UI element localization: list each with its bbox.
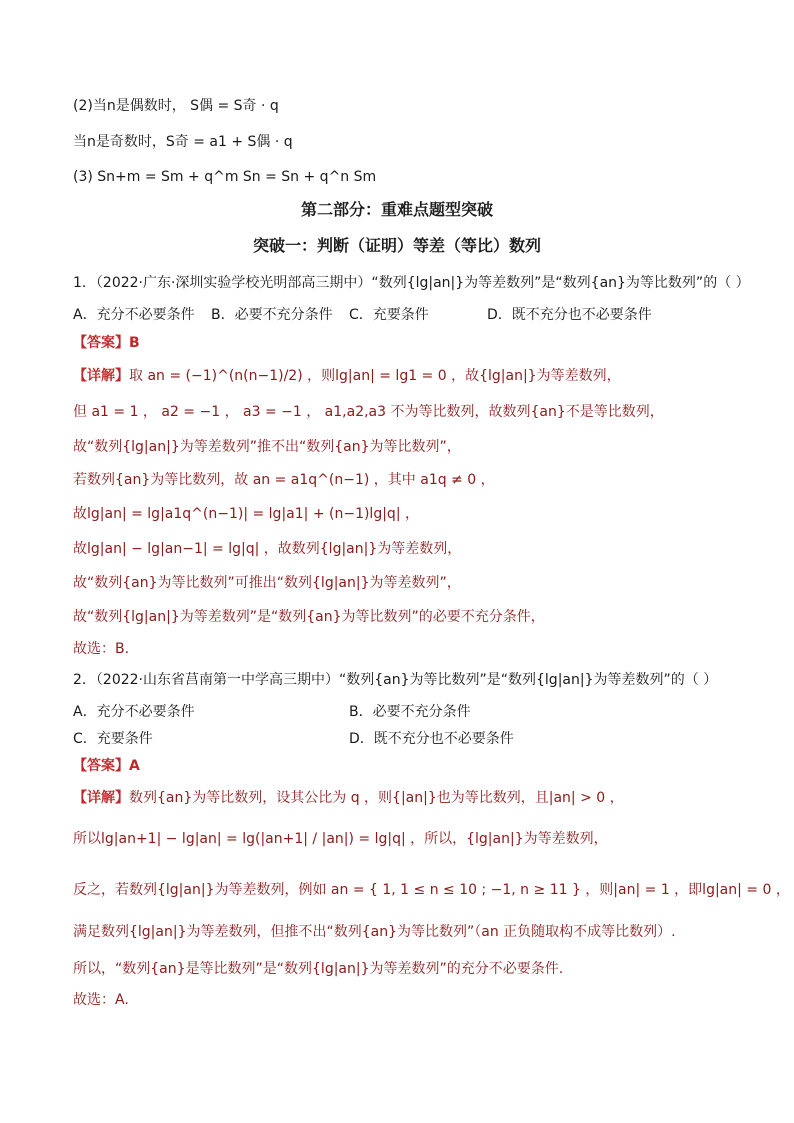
formula-line-sum: (3) Sn+m = Sm + q^m Sn = Sn + q^n Sm [73, 169, 377, 185]
detail-text: 取 an = (−1)^(n(n−1)/2) ，则lg|an| = lg1 = 0 ，故{lg|an|}为等差数列， [129, 368, 621, 384]
answer-value: A [129, 758, 140, 774]
question-2-option-c: C．充要条件 [73, 731, 153, 747]
question-2-detail-line: 所以lg|an+1| − lg|an| = lg(|an+1| / |an|) = lg|q| ，所以，{lg|an|}为等差数列， [73, 831, 608, 847]
question-2-option-d: D．既不充分也不必要条件 [349, 731, 514, 747]
question-1-detail-line [73, 366, 734, 386]
formula-line-even: (2)当n是偶数时， S偶 = S奇 · q [73, 98, 279, 114]
question-1-answer [73, 333, 734, 353]
section-heading: 突破一：判断（证明）等差（等比）数列 [252, 236, 541, 255]
question-2-detail-line: 故选：A. [73, 992, 129, 1008]
detail-tag: 【详解】 [73, 368, 129, 384]
question-2-detail-line [73, 788, 734, 808]
question-2-detail-line: 反之，若数列{lg|an|}为等差数列，例如 an = { 1, 1 ≤ n ≤ 10 ; −1, n ≥ 11 } ，则|an| = 1 ，即lg|an| = 0 ， [73, 882, 790, 898]
question-2-option-a: A．充分不必要条件 [73, 704, 195, 720]
question-1-option-b: B．必要不充分条件 [211, 307, 333, 323]
question-1-detail-line: 故lg|an| − lg|an−1| = lg|q| ，故数列{lg|an|}为等差数列， [73, 541, 462, 557]
question-1-detail-line: 故lg|an| = lg|a1q^(n−1)| = lg|a1| + (n−1)lg|q| ， [73, 506, 419, 522]
question-1-detail-line: 若数列{an}为等比数列，故 an = a1q^(n−1) ，其中 a1q ≠ 0 ， [73, 472, 495, 488]
question-1-option-c: C．充要条件 [349, 307, 429, 323]
question-1-detail-line: 故“数列{an}为等比数列”可推出“数列{lg|an|}为等差数列”， [73, 575, 461, 591]
answer-value: B [129, 335, 140, 351]
detail-tag: 【详解】 [73, 790, 129, 806]
question-1-option-d: D．既不充分也不必要条件 [487, 307, 652, 323]
question-1-stem: 1．（2022·广东·深圳实验学校光明部高三期中）“数列{lg|an|}为等差数列”是“数列{an}为等比数列”的（ ） [73, 275, 750, 291]
detail-text: 数列{an}为等比数列，设其公比为 q ，则{|an|}也为等比数列，且|an| > 0 ， [129, 790, 624, 806]
question-2-option-b: B．必要不充分条件 [349, 704, 471, 720]
question-1-detail-line: 但 a1 = 1 ， a2 = −1 ， a3 = −1 ， a1,a2,a3 不为等比数列，故数列{an}不是等比数列， [73, 404, 664, 420]
question-1-option-a: A．充分不必要条件 [73, 307, 195, 323]
question-1-detail-line: 故“数列{lg|an|}为等差数列”是“数列{an}为等比数列”的必要不充分条件， [73, 609, 545, 625]
part-heading: 第二部分：重难点题型突破 [300, 200, 493, 219]
question-2-answer [73, 756, 734, 776]
formula-line-odd: 当n是奇数时，S奇 = a1 + S偶 · q [73, 134, 293, 150]
question-2-stem: 2．（2022·山东省莒南第一中学高三期中）“数列{an}为等比数列”是“数列{lg|an|}为等差数列”的（ ） [73, 672, 718, 688]
question-2-detail-line: 所以，“数列{an}是等比数列”是“数列{lg|an|}为等差数列”的充分不必要条件. [73, 961, 564, 977]
answer-tag: 【答案】 [73, 335, 129, 351]
answer-tag: 【答案】 [73, 758, 129, 774]
question-2-detail-line: 满足数列{lg|an|}为等差数列，但推不出“数列{an}为等比数列”（an 正负随取构不成等比数列）. [73, 924, 676, 940]
question-1-detail-line: 故选：B. [73, 641, 130, 657]
question-1-detail-line: 故“数列{lg|an|}为等差数列”推不出“数列{an}为等比数列”， [73, 439, 461, 455]
